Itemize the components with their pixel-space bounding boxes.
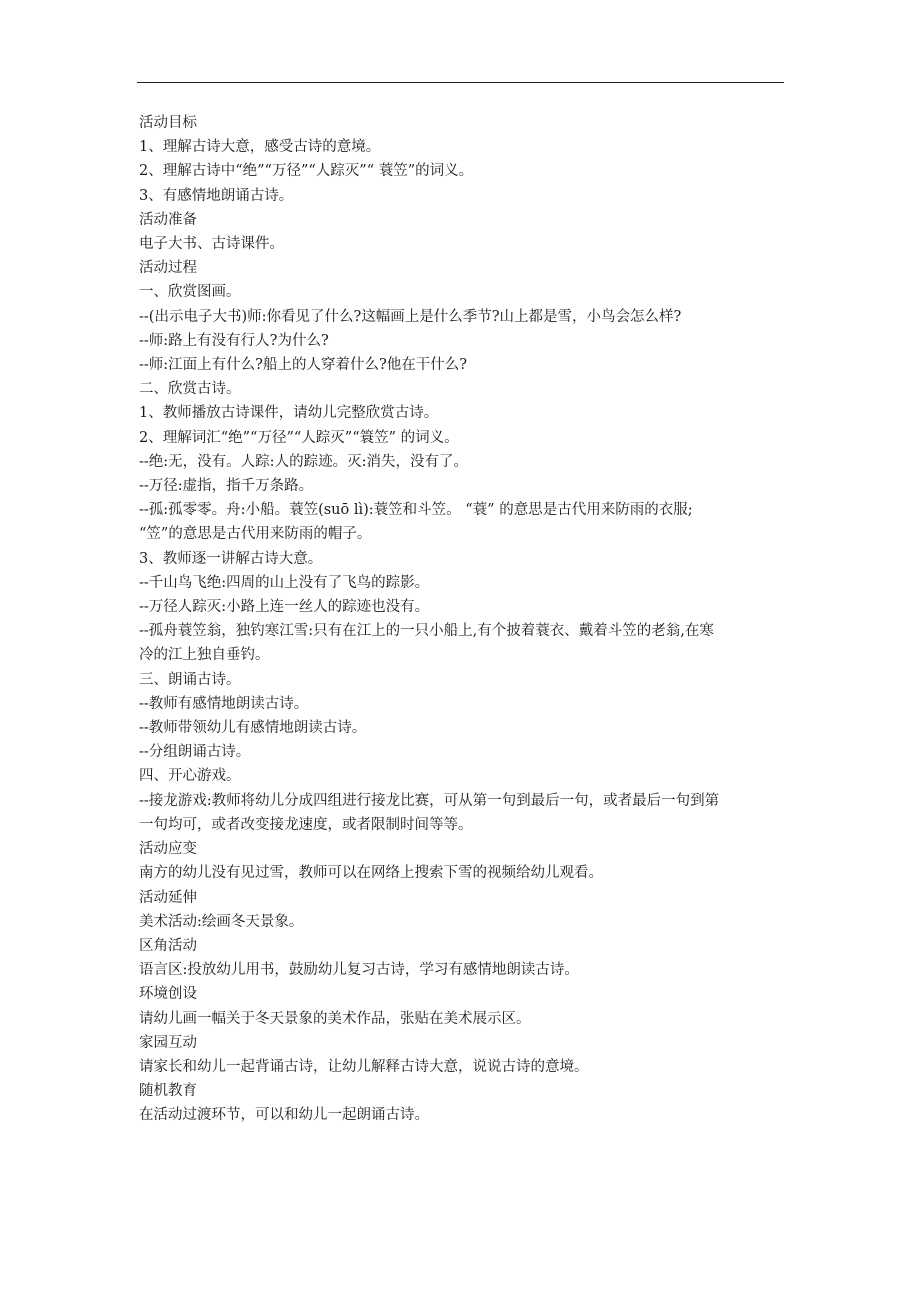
text-line: 家园互动 bbox=[139, 1034, 197, 1051]
text-line: 在活动过渡环节，可以和幼儿一起朗诵古诗。 bbox=[139, 1107, 429, 1124]
text-line: 3、教师逐一讲解古诗大意。 bbox=[139, 550, 323, 567]
text-line: --千山鸟飞绝:四周的山上没有了飞鸟的踪影。 bbox=[139, 574, 430, 591]
text-line: 南方的幼儿没有见过雪，教师可以在网络上搜索下雪的视频给幼儿观看。 bbox=[139, 865, 603, 882]
text-line: --教师有感情地朗读古诗。 bbox=[139, 695, 309, 712]
text-line: --教师带领幼儿有感情地朗读古诗。 bbox=[139, 720, 367, 737]
text-line: 环境创设 bbox=[139, 986, 197, 1003]
text-line: 活动准备 bbox=[139, 211, 197, 228]
text-line: 2、理解词汇“绝”“万径”“人踪灭”“簑笠” 的词义。 bbox=[139, 429, 459, 446]
text-line: --万径人踪灭:小路上连一丝人的踪迹也没有。 bbox=[139, 599, 430, 616]
text-line: 2、理解古诗中“绝”“万径”“人踪灭”“ 蓑笠”的词义。 bbox=[139, 163, 474, 180]
text-line: --孤舟蓑笠翁，独钓寒江雪:只有在江上的一只小船上,有个披着蓑衣、戴着斗笠的老翁,在寒 bbox=[139, 623, 714, 640]
text-line: 三、朗诵古诗。 bbox=[139, 671, 241, 688]
text-line: 活动目标 bbox=[139, 115, 197, 131]
text-line: --师:路上有没有行人?为什么? bbox=[139, 332, 329, 349]
text-line: 随机教育 bbox=[139, 1083, 197, 1100]
text-line: --师:江面上有什么?船上的人穿着什么?他在干什么? bbox=[139, 357, 468, 374]
text-line: 二、欣赏古诗。 bbox=[139, 381, 241, 398]
text-line: 请幼儿画一幅关于冬天景象的美术作品，张贴在美术展示区。 bbox=[139, 1010, 531, 1027]
header-rule bbox=[137, 82, 784, 83]
text-line: 冷的江上独自垂钓。 bbox=[139, 647, 270, 664]
text-line: 一、欣赏图画。 bbox=[139, 284, 241, 301]
text-line: --分组朗诵古诗。 bbox=[139, 744, 251, 761]
text-line: 四、开心游戏。 bbox=[139, 768, 241, 785]
text-line: 活动应变 bbox=[139, 841, 197, 858]
text-line: --接龙游戏:教师将幼儿分成四组进行接龙比赛，可从第一句到最后一句，或者最后一句到第 bbox=[139, 792, 720, 809]
text-line: 活动过程 bbox=[139, 260, 197, 277]
text-line: --万径:虚指，指千万条路。 bbox=[139, 478, 314, 495]
text-line: 3、有感情地朗诵古诗。 bbox=[139, 187, 294, 204]
text-line: 一句均可，或者改变接龙速度，或者限制时间等等。 bbox=[139, 816, 473, 833]
document-body bbox=[139, 111, 787, 1128]
text-line: 请家长和幼儿一起背诵古诗，让幼儿解释古诗大意，说说古诗的意境。 bbox=[139, 1058, 589, 1075]
text-line: 1、理解古诗大意，感受古诗的意境。 bbox=[139, 139, 381, 156]
text-line: --绝:无，没有。人踪:人的踪迹。灭:消失，没有了。 bbox=[139, 453, 468, 470]
text-line: 区角活动 bbox=[139, 937, 197, 954]
text-line: 电子大书、古诗课件。 bbox=[139, 236, 284, 253]
text-line: 1、教师播放古诗课件，请幼儿完整欣赏古诗。 bbox=[139, 405, 439, 422]
text-line: “笠”的意思是古代用来防雨的帽子。 bbox=[139, 526, 372, 543]
text-line: 活动延伸 bbox=[139, 889, 197, 906]
text-line: --孤:孤零零。舟:小船。蓑笠(suō lì):蓑笠和斗笠。 “蓑” 的意思是古代用来防雨的衣服; bbox=[139, 502, 693, 519]
text-line: --(出示电子大书)师:你看见了什么?这幅画上是什么季节?山上都是雪，小鸟会怎么样? bbox=[139, 308, 682, 325]
text-line: 语言区:投放幼儿用书，鼓励幼儿复习古诗，学习有感情地朗读古诗。 bbox=[139, 962, 579, 979]
text-line: 美术活动:绘画冬天景象。 bbox=[139, 913, 304, 930]
